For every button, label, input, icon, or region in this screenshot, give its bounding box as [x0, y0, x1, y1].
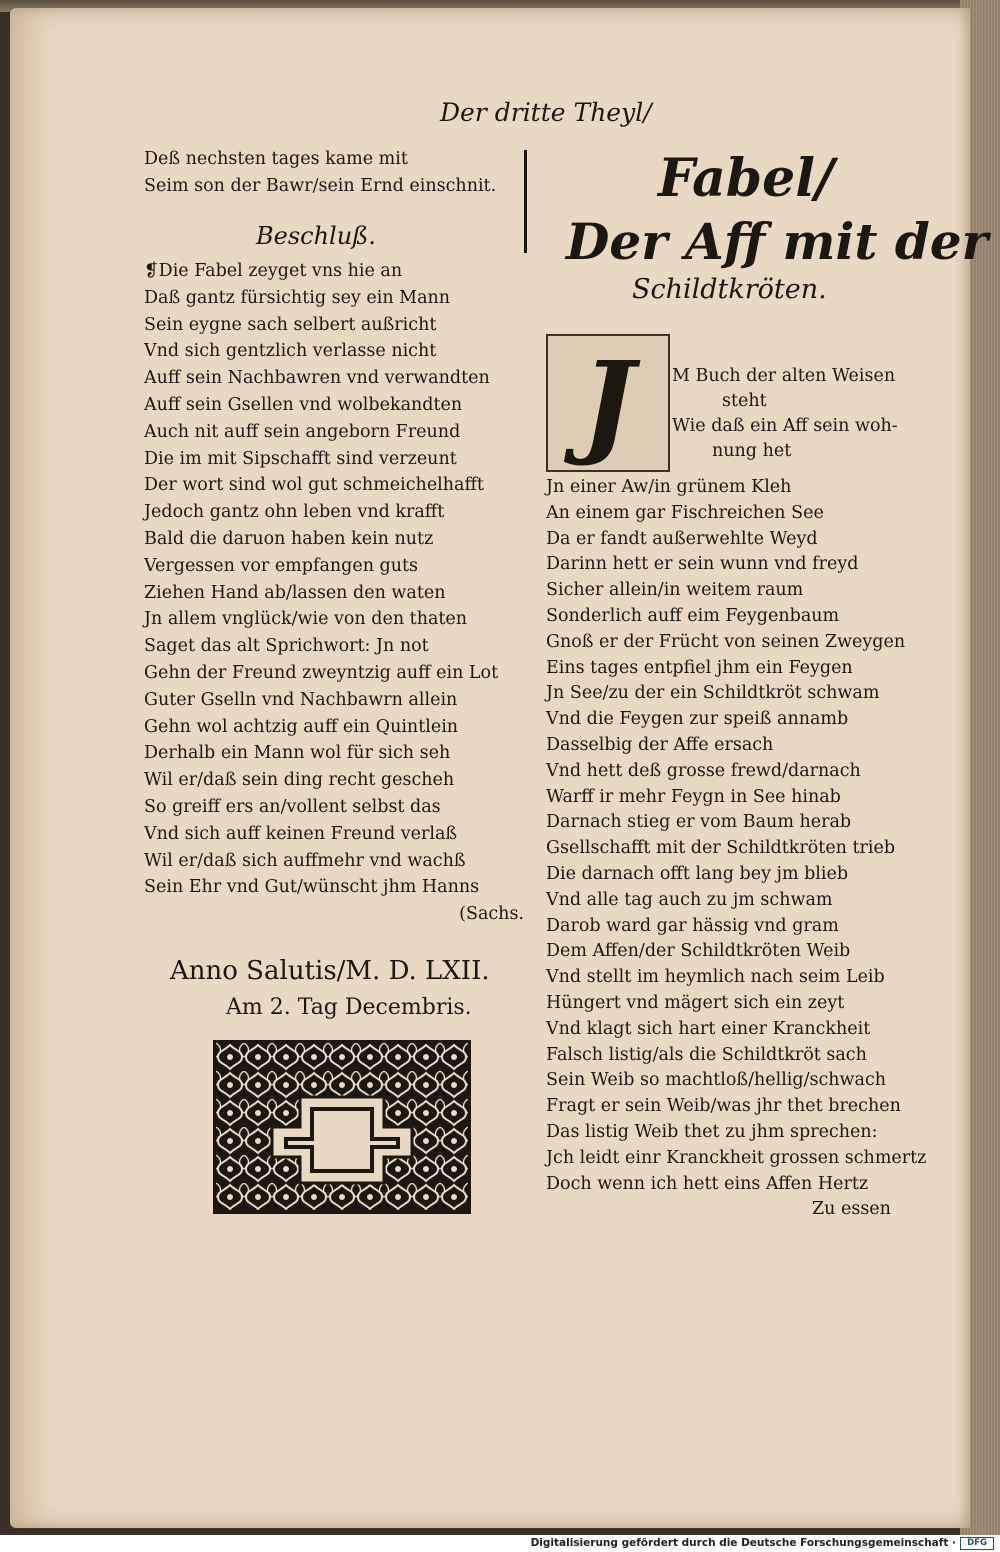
verse-line: Derhalb ein Mann wol für sich seh [144, 743, 451, 764]
verse-line: Sonderlich auff eim Feygenbaum [546, 605, 840, 626]
verse-line: Vnd stellt im heymlich nach seim Leib [546, 967, 885, 988]
verse-line: Gehn der Freund zweyntzig auff ein Lot [144, 662, 499, 683]
initial-verses [672, 364, 942, 464]
verse-line: Warff ir mehr Feygn in See hinab [546, 786, 841, 807]
verse-line: Eins tages entpfiel jhm ein Feygen [546, 657, 853, 678]
verse-line: Jn See/zu der ein Schildtkröt schwam [546, 683, 880, 704]
verse-line: Fragt er sein Weib/was jhr thet brechen [546, 1096, 901, 1117]
verse-line: ❡Die Fabel zeyget vns hie an [144, 261, 403, 281]
verse-line: Jn einer Aw/in grünem Kleh [546, 477, 792, 497]
verse-line: Jedoch gantz ohn leben vnd krafft [144, 502, 445, 523]
verse-line: An einem gar Fischreichen See [546, 502, 824, 523]
verse-line: nung het [712, 441, 792, 461]
story-subtitle: Schildtkröten. [632, 274, 827, 305]
verse-line: Darnach stieg er vom Baum herab [546, 812, 852, 833]
left-top-lines [144, 146, 524, 200]
verse-line: Wie daß ein Aff sein woh- [672, 416, 898, 436]
verse-line: Vnd hett deß grosse frewd/darnach [546, 760, 861, 781]
verse-line: steht [722, 391, 767, 411]
verse-line: Jn allem vnglück/wie von den thaten [144, 609, 468, 630]
verse-line: Jch leidt einr Kranckheit grossen schmertz [546, 1147, 927, 1168]
verse-line: Hüngert vnd mägert sich ein zeyt [546, 992, 845, 1013]
verse-line: Wil er/daß sich auffmehr vnd wachß [144, 850, 466, 871]
text-line: Seim son der Bawr/sein Ernd einschnit. [144, 175, 497, 196]
verse-line: Darinn hett er sein wunn vnd freyd [546, 554, 859, 575]
verse-line: M Buch der alten Weisen [672, 366, 896, 386]
verse-line: Auch nit auff sein angeborn Freund [144, 421, 461, 442]
verse-line: Gnoß er der Frücht von seinen Zweygen [546, 631, 906, 652]
catchword: Zu essen [812, 1199, 891, 1220]
verse-line: Doch wenn ich hett eins Affen Hertz [546, 1173, 869, 1194]
verse-line: Auff sein Nachbawren vnd verwandten [144, 368, 490, 389]
ornament-pattern [216, 1043, 468, 1211]
dfg-logo: DFG [960, 1537, 994, 1550]
verse-line: Darob ward gar hässig vnd gram [546, 915, 839, 936]
verse-line: Die darnach offt lang bey jm blieb [546, 863, 849, 884]
verse-line: Falsch listig/als die Schildtkröt sach [546, 1044, 867, 1065]
decorated-initial: J [546, 334, 670, 472]
closing-name: (Sachs. [459, 904, 524, 925]
verse-line: Daß gantz fürsichtig sey ein Mann [144, 287, 451, 308]
verse-line: Vnd alle tag auch zu jm schwam [546, 889, 833, 910]
anno-date: Am 2. Tag Decembris. [226, 995, 472, 1020]
text-line: Deß nechsten tages kame mit [144, 149, 408, 169]
verse-line: Das listig Weib thet zu jhm sprechen: [546, 1121, 878, 1142]
verse-line: So greiff ers an/vollent selbst das [144, 796, 441, 817]
conclusion-heading: Beschluß. [256, 222, 376, 250]
conclusion-verses [144, 258, 524, 928]
verse-line: Ziehen Hand ab/lassen den waten [144, 582, 446, 603]
verse-line: Vnd sich auff keinen Freund verlaß [144, 823, 458, 844]
anno-line: Anno Salutis/M. D. LXII. [170, 956, 490, 986]
verse-line: Dasselbig der Affe ersach [546, 734, 774, 755]
column-divider [524, 150, 527, 253]
verse-line: Dem Affen/der Schildtkröten Weib [546, 941, 851, 962]
fable-title: Fabel/ [658, 148, 834, 209]
verse-line: Die im mit Sipschafft sind verzeunt [144, 448, 457, 469]
verse-line: Bald die daruon haben kein nutz [144, 528, 434, 549]
verse-line: Vnd klagt sich hart einer Kranckheit [546, 1018, 871, 1039]
verse-line: Vnd die Feygen zur speiß annamb [546, 709, 849, 730]
verse-line: Sein Ehr vnd Gut/wünscht jhm Hanns [144, 877, 480, 898]
verse-line: Sicher allein/in weitem raum [546, 580, 804, 601]
verse-line: Da er fandt außerwehlte Weyd [546, 528, 818, 549]
verse-line: Guter Gselln vnd Nachbawrn allein [144, 689, 458, 710]
verse-line: Auff sein Gsellen vnd wolbekandten [144, 394, 463, 415]
woodcut-ornament [213, 1040, 471, 1214]
digitization-credit: Digitalisierung gefördert durch die Deutsche Forschungsgemeinschaft · [530, 1537, 956, 1549]
story-title: Der Aff mit der [566, 212, 988, 271]
verse-line: Sein Weib so machtloß/hellig/schwach [546, 1070, 887, 1091]
verse-line: Der wort sind wol gut schmeichelhafft [144, 475, 484, 496]
running-head: Der dritte Theyl/ [440, 98, 652, 127]
verse-line: Vergessen vor empfangen guts [144, 555, 419, 576]
story-verses [546, 475, 946, 1223]
verse-line: Sein eygne sach selbert außricht [144, 314, 437, 335]
verse-line: Gehn wol achtzig auff ein Quintlein [144, 716, 459, 737]
verse-line: Saget das alt Sprichwort: Jn not [144, 636, 429, 657]
verse-line: Vnd sich gentzlich verlasse nicht [144, 341, 437, 362]
verse-line: Wil er/daß sein ding recht gescheh [144, 770, 455, 791]
verse-line: Gsellschafft mit der Schildtkröten trieb [546, 838, 896, 859]
